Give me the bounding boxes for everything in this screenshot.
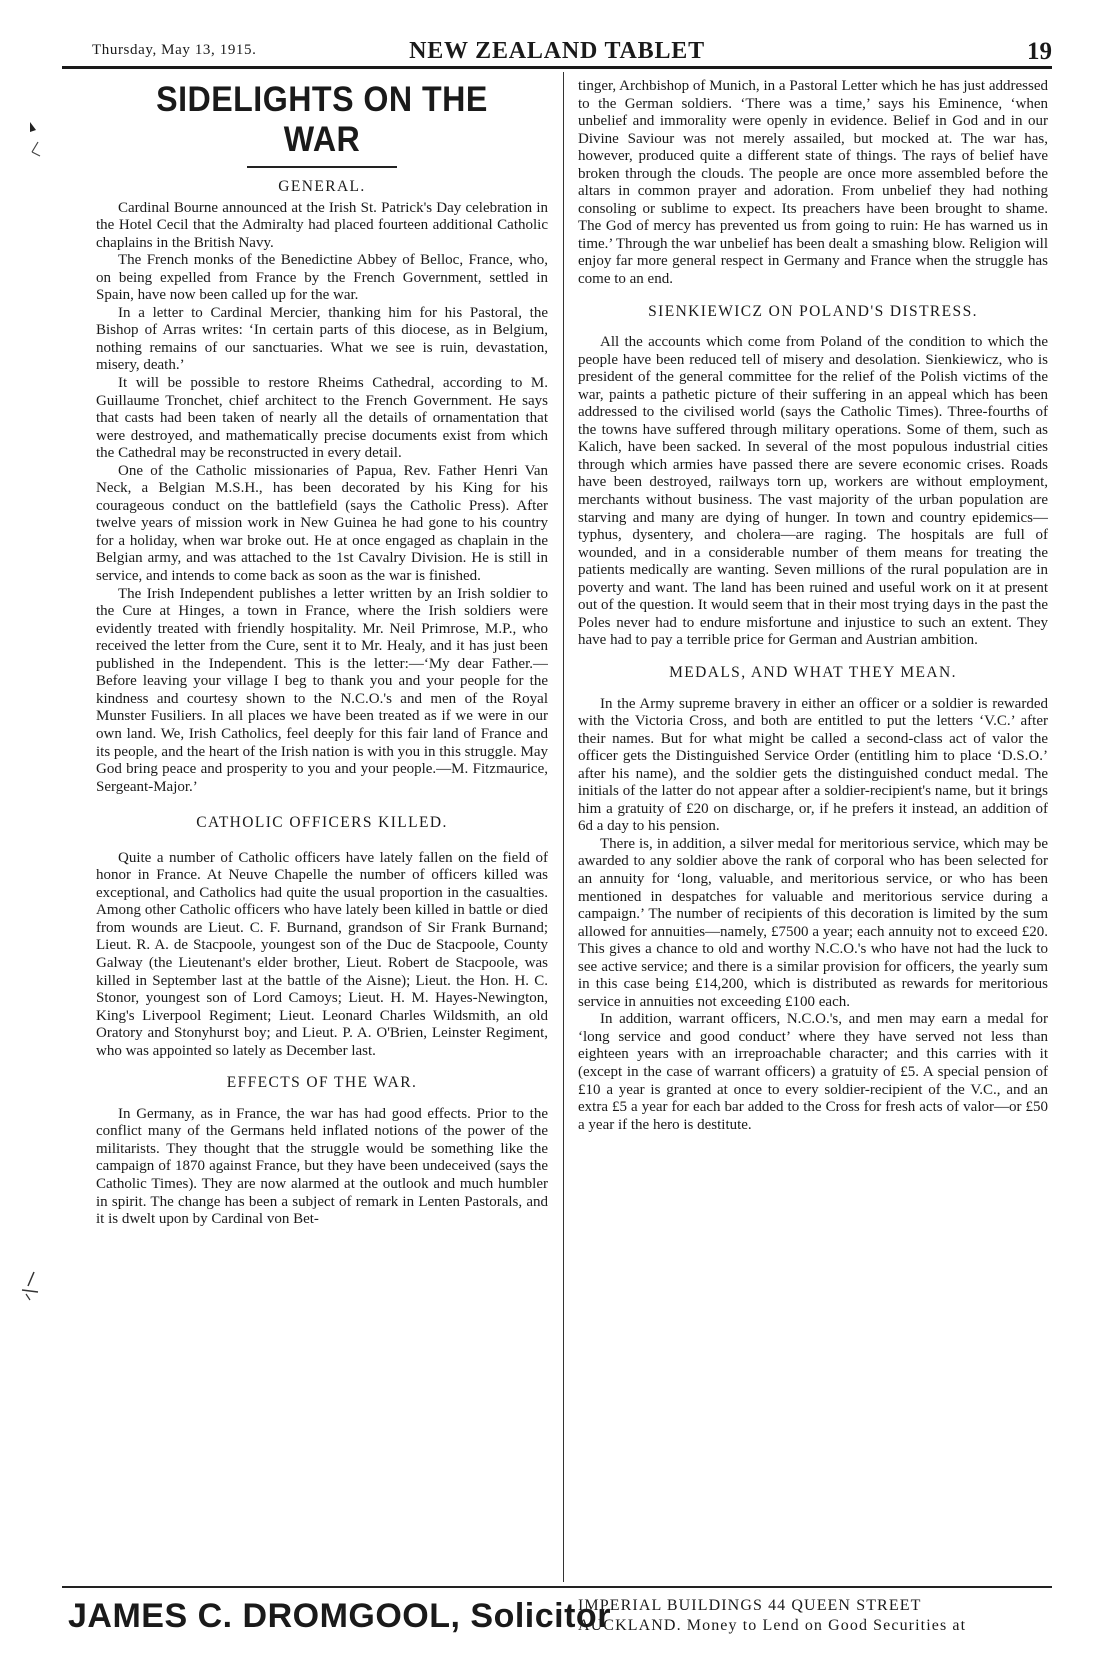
paragraph: There is, in addition, a silver medal for meritorious service, which may be awarded to any soldier above the rank of corporal who has been selected for an annuity for ‘long, valuable, and meritorious service, or who has been mentioned in despatches for valuable and meritorious service during a campaign.’ The number of recipients of this decoration is limited by the sum allowed for annuities—namely, £7500 a year; each annuity not to exceed £20. This gives a chance to old and worthy N.C.O.'s who have not had the luck to see active service; and there is a similar provision for officers, the yearly sum in this case being £14,200, which is distributed as rewards for meritorious service in annuities not exceeding £100 each. xyxy=(578,835,1048,1010)
margin-tick-icon xyxy=(24,118,44,158)
paragraph: The French monks of the Benedictine Abbey of Belloc, France, who, on being expelled from France by the French Government, settled in Spain, have now been called up for the war. xyxy=(96,252,548,304)
section-heading-officers: CATHOLIC OFFICERS KILLED. xyxy=(196,814,448,832)
article-title: SIDELIGHTS ON THE WAR xyxy=(156,80,488,159)
paragraph: In Germany, as in France, the war has had good effects. Prior to the conflict many of the Germans held inflated notions of the power of the militarists. They thought that the struggle would be something like the campaign of 1870 against France, but they have been undeceived (says the Catholic Times). They are now alarmed at the outlook and much humbler in spirit. The change has been a subject of remark in Lenten Pastorals, and it is dwelt upon by Cardinal von Bet- xyxy=(96,1105,548,1228)
paragraph: One of the Catholic missionaries of Papua, Rev. Father Henri Van Neck, a Belgian M.S.H., has been decorated by his King for his courageous conduct on the battlefield (says the Catholic Press). After twelve years of mission work in New Guinea he had gone to his country for a holiday, when war broke out. He at once engaged as chaplain in the Belgian army, and was attached to the 1st Cavalry Division. He is still in service, and intends to come back as soon as the war is finished. xyxy=(96,462,548,585)
masthead xyxy=(62,38,1052,64)
paragraph: In addition, warrant officers, N.C.O.'s, and men may earn a medal for ‘long service and good conduct’ where they have served not less than eighteen years with an irreproachable character; and this carries with it (except in the case of warrant officers) a gratuity of £5. A special pension of £10 a year is granted at once to every soldier-recipient of the V.C., and an extra £5 a year for each bar added to the Cross for fresh acts of valor—or £50 a year if the hero is destitute. xyxy=(578,1011,1048,1133)
publication-title: NEW ZEALAND TABLET xyxy=(409,38,705,64)
left-column xyxy=(96,78,548,1583)
page-number: 19 xyxy=(1027,38,1052,65)
paragraph: In the Army supreme bravery in either an officer or a soldier is rewarded with the Victoria Cross, and both are entitled to put the letters ‘V.C.’ after their names. But for what might be called a second-class act of valor the officer gets the Distinguished Service Order (entitling him to place ‘D.S.O.’ after his name), and the soldier gets the distinguished conduct medal. The initials of the latter do not appear after a soldier-recipient's name, but it brings him a gratuity of £20 on discharge, or, if he prefers it instead, an addition of 6d a day to his pension. xyxy=(578,695,1048,835)
paragraph: It will be possible to restore Rheims Cathedral, according to M. Guillaume Tronchet, chief architect to the French Government. He says that casts had been taken of nearly all the details of ornamentation that were destroyed, and mathematically precise documents exist from which the Cathedral may be reconstructed in every detail. xyxy=(96,375,548,462)
footer-rule xyxy=(62,1586,1052,1588)
paragraph: All the accounts which come from Poland of the condition to which the people have been reduced tell of misery and desolation. Sienkiewicz, who is president of the general committee for the relief of the Polish victims of the war, paints a pathetic picture of their suffering in an appeal which has been addressed to the civilised world (says the Catholic Times). Three-fourths of the towns have suffered through military operations. Some of them, such as Kalich, have been sacked. In several of the most populous industrial cities through which armies have passed there are severe economic crises. Roads have been destroyed, railways torn up, workers are without employment, merchants without business. The vast majority of the urban population are starving and many are dying of hunger. In town and country epidemics—typhus, dysentery, and cholera—are raging. The hospitals are full of wounded, and in a considerable number of them means for treating the patients medically are wanting. Seven millions of the rural population are in poverty and want. The land has been ruined and useful work on it at present out of the question. It would seem that in their most trying days in the past the Poles never had to endure misfortune and injustice to such an extent. They have had to pay a terrible price for German and Austrian ambition. xyxy=(578,334,1048,649)
masthead-rule xyxy=(62,66,1052,69)
issue-date: Thursday, May 13, 1915. xyxy=(92,42,257,58)
section-heading-general: GENERAL. xyxy=(278,178,366,195)
paragraph: In a letter to Cardinal Mercier, thanking him for his Pastoral, the Bishop of Arras writes: ‘In certain parts of this diocese, as in Belgium, nothing remains of our sanctuaries. What we see is ruin, devastation, misery, death.’ xyxy=(96,304,548,374)
column-divider xyxy=(563,72,564,1582)
paragraph-continued: tinger, Archbishop of Munich, in a Pastoral Letter which he has just addressed to the German soldiers. ‘There was a time,’ says his Eminence, ‘when unbelief and immorality were openly in evidence. Belief in God and in our Divine Saviour was not merely assailed, but mocked at. The war has, however, produced quite a different state of things. The rays of belief have broken through the clouds. The people are once more assembled before the altars in common prayer and adoration. From unbelief they had nothing consoling or sublime to expect. Its preachers have been brought to shame. The God of mercy has prevented us from going to ruin: He has warned us in time.’ Through the war unbelief has been dealt a smashing blow. Religion will enjoy far more general respect in Germany and France when the struggle has come to an end. xyxy=(578,78,1048,288)
advertisement-address-line: IMPERIAL BUILDINGS 44 QUEEN STREET xyxy=(578,1597,922,1614)
advertisement-address-line: AUCKLAND. Money to Lend on Good Securities at xyxy=(578,1617,967,1634)
section-heading-effects: EFFECTS OF THE WAR. xyxy=(226,1074,418,1092)
section-heading-medals: MEDALS, AND WHAT THEY MEAN. xyxy=(669,663,957,681)
right-column xyxy=(578,78,1048,1583)
paragraph: Quite a number of Catholic officers have lately fallen on the field of honor in France. At Neuve Chapelle the number of officers killed was exceptional, and Catholics had quite the usual proportion in the casualties. Among other Catholic officers who have lately been killed in battle or died from wounds are Lieut. C. F. Burnand, grandson of Sir Frank Burnand; Lieut. R. A. de Stacpoole, youngest son of the Duc de Stacpoole, County Galway (the Lieutenant's elder brother, Lieut. Robert de Stacpoole, was killed in September last at the battle of the Aisne); Lieut. the Hon. H. C. Stonor, youngest son of Lord Camoys; Lieut. H. M. Hayes-Newington, King's Liverpool Regiment; Lieut. Leonard Charles Wildsmith, an old Oratory and Stonyhurst boy; and Lieut. P. A. O'Brien, Leinster Regiment, who was appointed so lately as December last. xyxy=(96,849,548,1059)
advertisement-address xyxy=(578,1596,1048,1636)
advertisement-name: JAMES C. DROMGOOL, Solicitor xyxy=(68,1597,611,1635)
section-heading-poland: SIENKIEWICZ ON POLAND'S DISTRESS. xyxy=(648,302,978,320)
paragraph: The Irish Independent publishes a letter written by an Irish soldier to the Cure at Hinges, a town in France, where the Irish soldiers were evidently treated with friendly hospitality. Mr. Neil Primrose, M.P., who received the letter from the Cure, sent it to Mr. Healy, and it has just been published in the Independent. This is the letter:—‘My dear Father.—Before leaving your village I beg to thank you and your people for the kindness and courtesy shown to the N.C.O.'s and men of the Royal Munster Fusiliers. In all places we have been treated as if we were in our own land. We, Irish Catholics, feel deeply for this fair land of France and its people, and the heart of the Irish nation is with you in this struggle. May God bring peace and prosperity to you and your people.—M. Fitzmaurice, Sergeant-Major.’ xyxy=(96,585,548,795)
title-rule xyxy=(247,166,397,168)
margin-tick-icon xyxy=(18,1268,42,1310)
paragraph: Cardinal Bourne announced at the Irish St. Patrick's Day celebration in the Hotel Cecil that the Admiralty had placed fourteen additional Catholic chaplains in the British Navy. xyxy=(96,199,548,251)
